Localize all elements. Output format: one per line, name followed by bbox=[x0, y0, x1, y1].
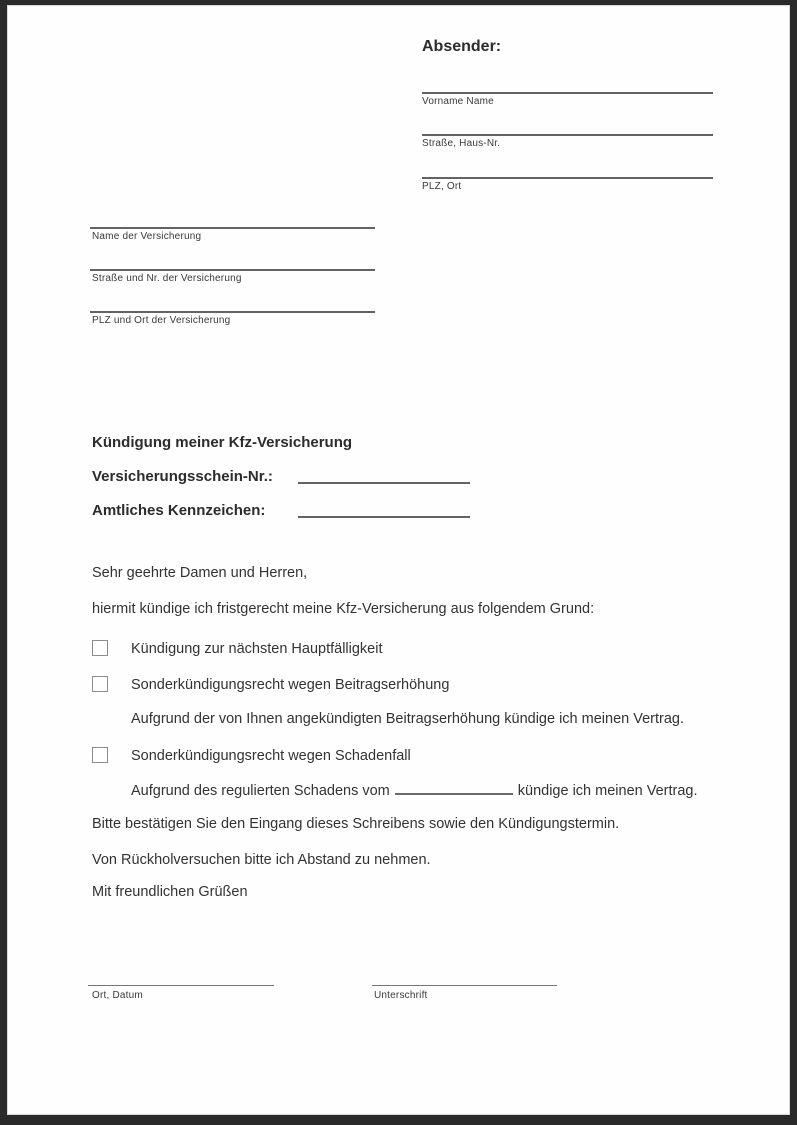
absender-city-label: PLZ, Ort bbox=[422, 181, 462, 192]
no-retention-sentence: Von Rückholversuchen bitte ich Abstand zu nehmen. bbox=[92, 852, 431, 868]
absender-city-line[interactable] bbox=[422, 177, 713, 179]
place-date-line[interactable] bbox=[88, 985, 274, 986]
schadenfall-detail-after: kündige ich meinen Vertrag. bbox=[517, 783, 698, 799]
policy-number-line[interactable] bbox=[298, 482, 470, 484]
license-plate-label: Amtliches Kennzeichen: bbox=[92, 502, 266, 519]
signature-line[interactable] bbox=[372, 985, 557, 986]
recipient-city-label: PLZ und Ort der Versicherung bbox=[92, 315, 231, 326]
confirm-sentence: Bitte bestätigen Sie den Eingang dieses Schreibens sowie den Kündigungstermin. bbox=[92, 816, 620, 832]
absender-street-line[interactable] bbox=[422, 134, 713, 136]
checkbox-hauptfaelligkeit[interactable] bbox=[92, 640, 108, 656]
schadenfall-date-blank[interactable] bbox=[395, 782, 513, 795]
reason-hauptfaelligkeit-label: Kündigung zur nächsten Hauptfälligkeit bbox=[131, 641, 383, 657]
recipient-city-line[interactable] bbox=[90, 311, 375, 313]
signature-label: Unterschrift bbox=[374, 990, 428, 1001]
place-date-label: Ort, Datum bbox=[92, 990, 143, 1001]
recipient-street-label: Straße und Nr. der Versicherung bbox=[92, 273, 242, 284]
reason-beitragserhoehung-detail: Aufgrund der von Ihnen angekündigten Beitragserhöhung kündige ich meinen Vertrag. bbox=[131, 711, 685, 727]
license-plate-line[interactable] bbox=[298, 516, 470, 518]
reason-beitragserhoehung-label: Sonderkündigungsrecht wegen Beitragserhöhung bbox=[131, 677, 450, 693]
reason-schadenfall-detail bbox=[131, 782, 698, 799]
salutation: Sehr geehrte Damen und Herren, bbox=[92, 565, 308, 581]
absender-street-label: Straße, Haus-Nr. bbox=[422, 138, 501, 149]
recipient-name-label: Name der Versicherung bbox=[92, 231, 202, 242]
recipient-street-line[interactable] bbox=[90, 269, 375, 271]
intro-sentence: hiermit kündige ich fristgerecht meine Kfz-Versicherung aus folgendem Grund: bbox=[92, 601, 595, 617]
letter-paper bbox=[7, 5, 790, 1115]
recipient-name-line[interactable] bbox=[90, 227, 375, 229]
absender-name-line[interactable] bbox=[422, 92, 713, 94]
closing: Mit freundlichen Grüßen bbox=[92, 884, 248, 900]
checkbox-schadenfall[interactable] bbox=[92, 747, 108, 763]
checkbox-beitragserhoehung[interactable] bbox=[92, 676, 108, 692]
schadenfall-detail-before: Aufgrund des regulierten Schadens vom bbox=[131, 783, 390, 799]
subject-title: Kündigung meiner Kfz-Versicherung bbox=[92, 434, 353, 451]
policy-number-label: Versicherungsschein-Nr.: bbox=[92, 468, 273, 485]
absender-heading: Absender: bbox=[422, 38, 502, 55]
reason-schadenfall-label: Sonderkündigungsrecht wegen Schadenfall bbox=[131, 748, 411, 764]
absender-name-label: Vorname Name bbox=[422, 96, 494, 107]
